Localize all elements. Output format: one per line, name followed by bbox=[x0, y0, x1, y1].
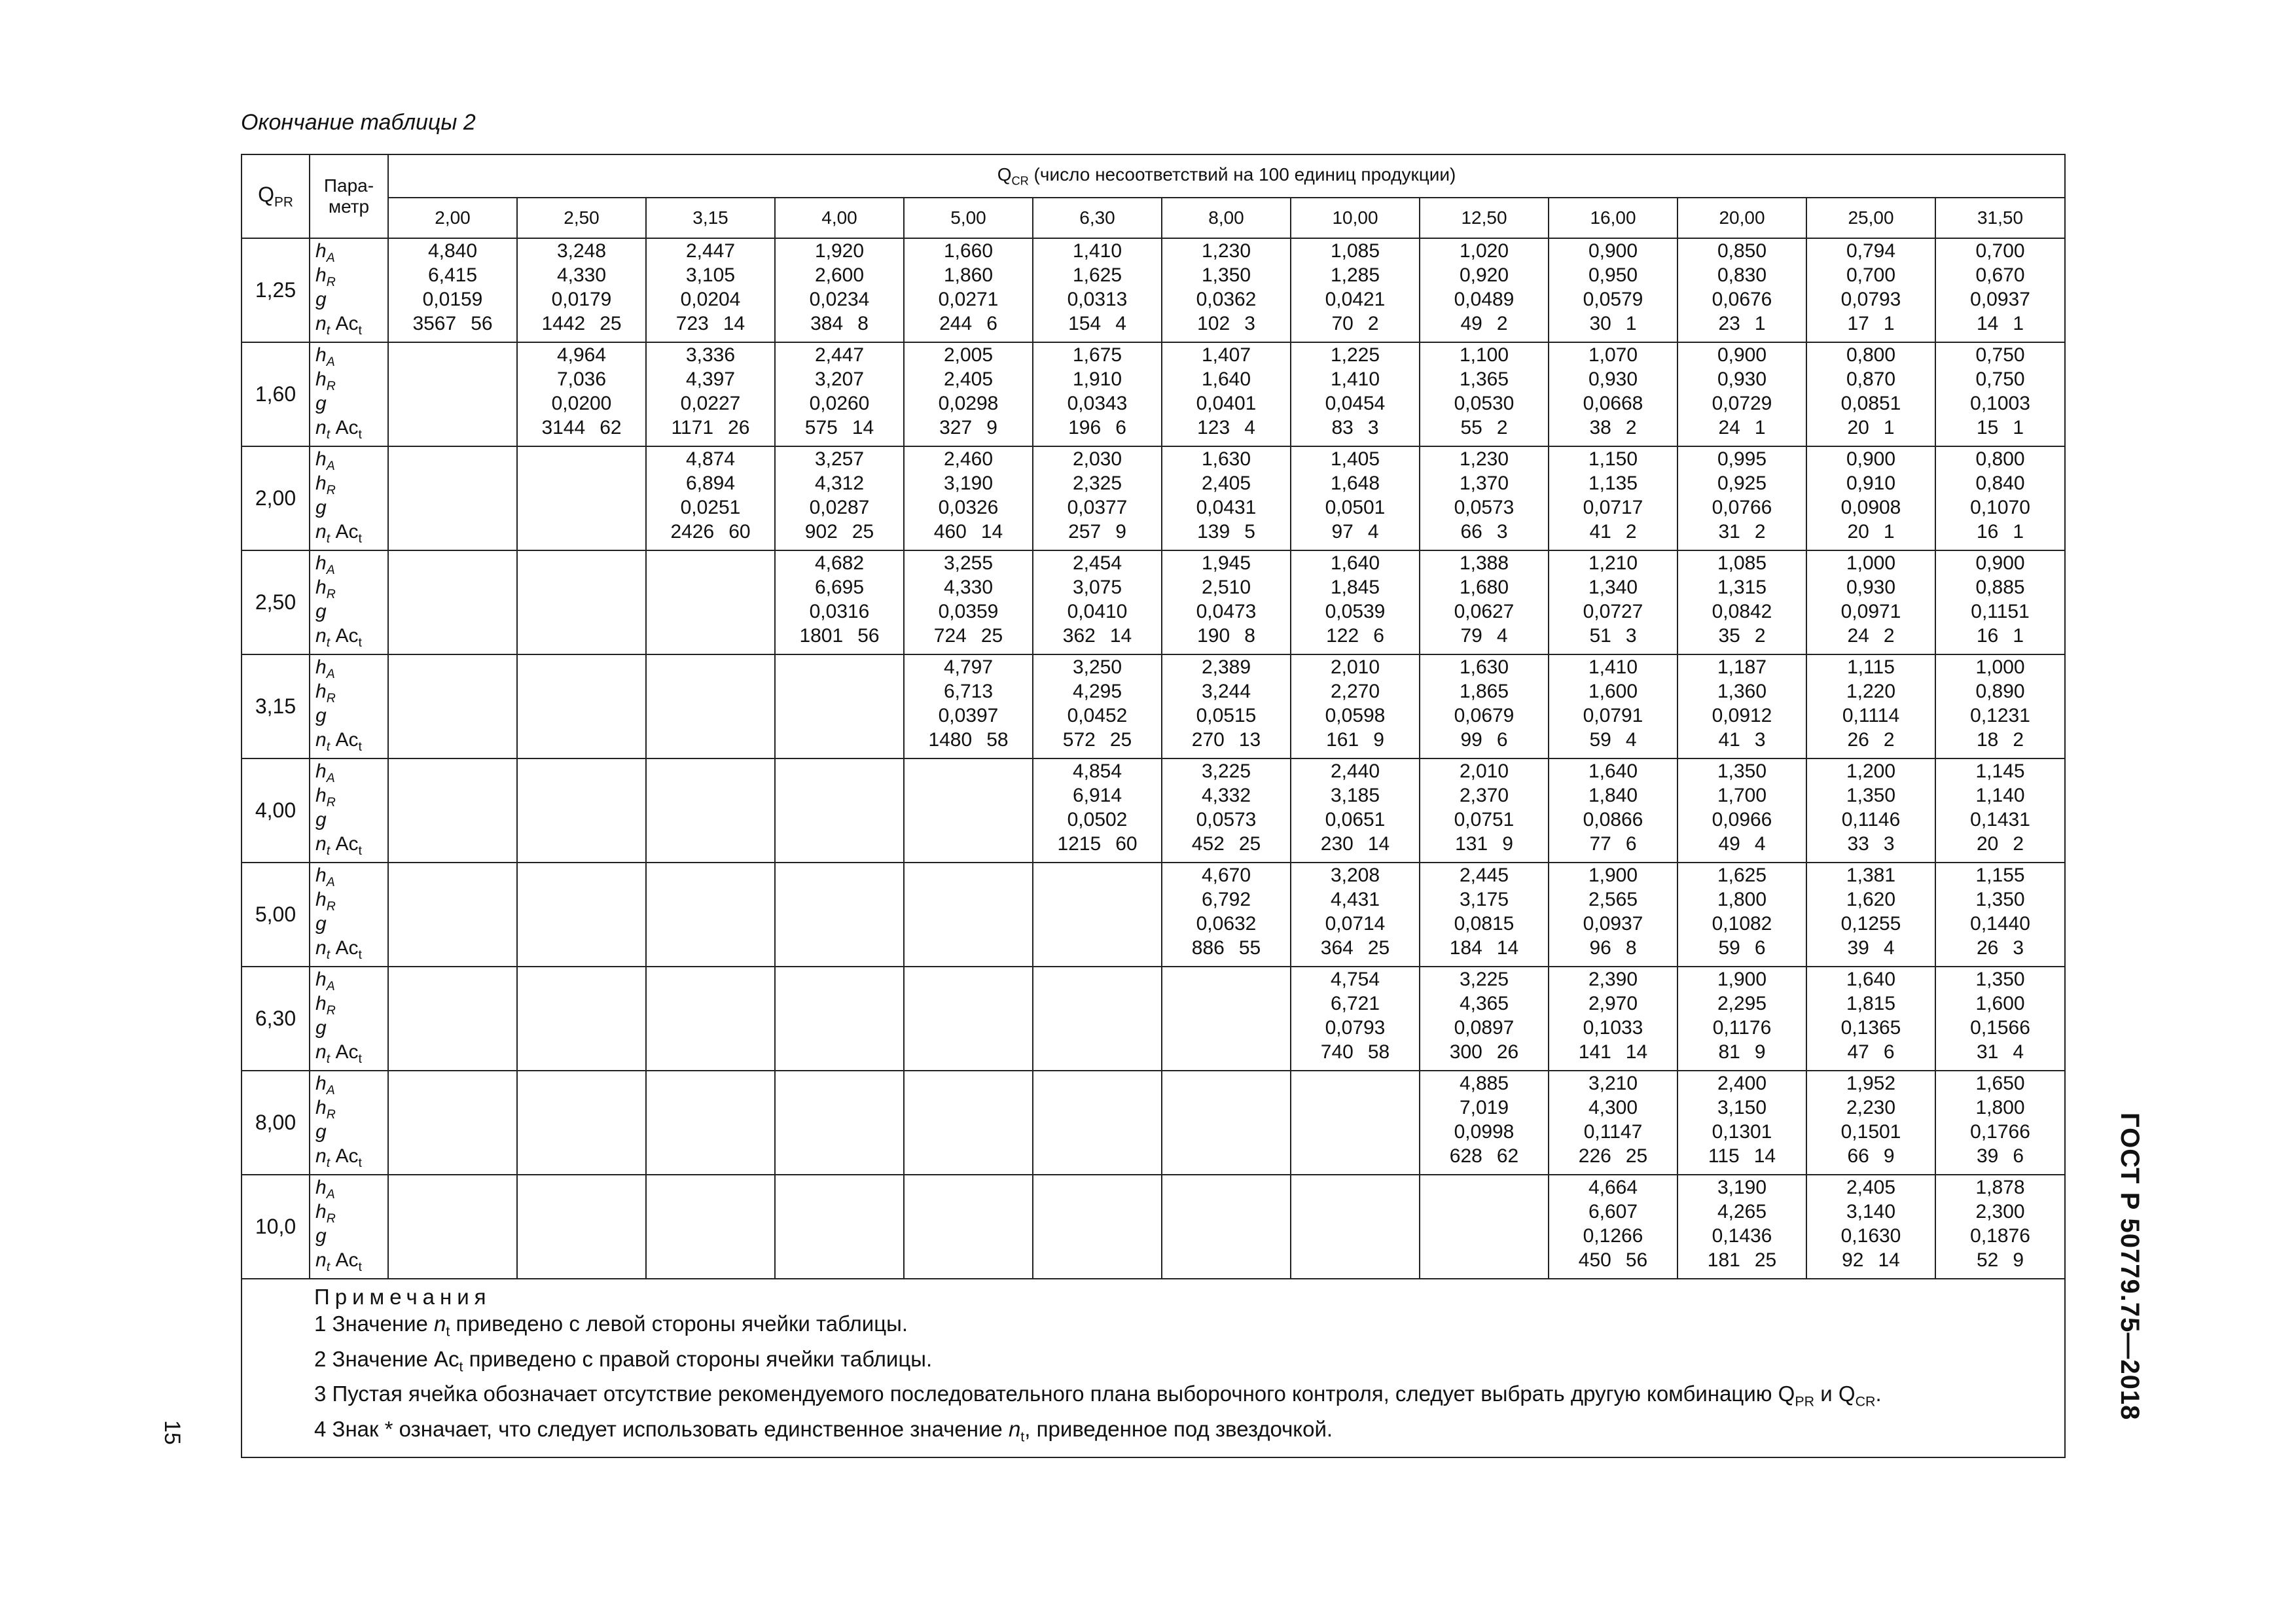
plan-cell: 0,800 0,870 0,0851 20 1 bbox=[1806, 342, 1935, 446]
plan-cell: 1,640 1,815 0,1365 47 6 bbox=[1806, 967, 1935, 1071]
plan-cell: 3,248 4,330 0,0179 1442 25 bbox=[517, 238, 646, 342]
plan-cell: 3,250 4,295 0,0452 572 25 bbox=[1033, 654, 1162, 758]
empty-cell bbox=[1162, 967, 1291, 1071]
plan-cell: 1,225 1,410 0,0454 83 3 bbox=[1291, 342, 1420, 446]
param-labels: $h_A$ $h_R$ g $n_t$ $Ac_t$ bbox=[310, 1175, 388, 1279]
table-row bbox=[242, 1175, 2065, 1279]
empty-cell bbox=[1033, 967, 1162, 1071]
plan-cell: 1,900 2,295 0,1176 81 9 bbox=[1677, 967, 1806, 1071]
plan-cell: 1,210 1,340 0,0727 51 3 bbox=[1549, 550, 1677, 654]
empty-cell bbox=[904, 1071, 1033, 1175]
plan-cell: 2,440 3,185 0,0651 230 14 bbox=[1291, 758, 1420, 863]
qpr-value: 1,25 bbox=[242, 238, 310, 342]
notes-section bbox=[242, 1279, 2065, 1457]
plan-cell: 1,150 1,135 0,0717 41 2 bbox=[1549, 446, 1677, 550]
empty-cell bbox=[1291, 1175, 1420, 1279]
plan-cell: 1,640 1,845 0,0539 122 6 bbox=[1291, 550, 1420, 654]
empty-cell bbox=[388, 863, 517, 967]
plan-cell: 1,000 0,930 0,0971 24 2 bbox=[1806, 550, 1935, 654]
empty-cell bbox=[388, 550, 517, 654]
plan-cell: 4,797 6,713 0,0397 1480 58 bbox=[904, 654, 1033, 758]
plan-cell: 0,995 0,925 0,0766 31 2 bbox=[1677, 446, 1806, 550]
plan-cell: 1,187 1,360 0,0912 41 3 bbox=[1677, 654, 1806, 758]
qpr-value: 8,00 bbox=[242, 1071, 310, 1175]
empty-cell bbox=[517, 654, 646, 758]
sampling-plan-table bbox=[241, 154, 2066, 1458]
empty-cell bbox=[646, 863, 775, 967]
plan-cell: 2,390 2,970 0,1033 141 14 bbox=[1549, 967, 1677, 1071]
table-caption: Окончание таблицы 2 bbox=[241, 110, 476, 135]
table-row bbox=[242, 863, 2065, 967]
qpr-value: 6,30 bbox=[242, 967, 310, 1071]
empty-cell bbox=[517, 758, 646, 863]
empty-cell bbox=[775, 863, 904, 967]
empty-cell bbox=[646, 1071, 775, 1175]
qcr-column-header: 25,00 bbox=[1806, 198, 1935, 238]
empty-cell bbox=[517, 1175, 646, 1279]
param-labels: $h_A$ $h_R$ g $n_t$ $Ac_t$ bbox=[310, 654, 388, 758]
empty-cell bbox=[517, 1071, 646, 1175]
param-labels: $h_A$ $h_R$ g $n_t$ $Ac_t$ bbox=[310, 446, 388, 550]
plan-cell: 2,445 3,175 0,0815 184 14 bbox=[1420, 863, 1549, 967]
empty-cell bbox=[517, 967, 646, 1071]
plan-cell: 3,255 4,330 0,0359 724 25 bbox=[904, 550, 1033, 654]
plan-cell: 1,630 2,405 0,0431 139 5 bbox=[1162, 446, 1291, 550]
qcr-column-header: 6,30 bbox=[1033, 198, 1162, 238]
empty-cell bbox=[775, 654, 904, 758]
plan-cell: 1,407 1,640 0,0401 123 4 bbox=[1162, 342, 1291, 446]
plan-cell: 2,389 3,244 0,0515 270 13 bbox=[1162, 654, 1291, 758]
empty-cell bbox=[775, 1175, 904, 1279]
empty-cell bbox=[388, 1071, 517, 1175]
empty-cell bbox=[775, 967, 904, 1071]
qcr-column-header: 16,00 bbox=[1549, 198, 1677, 238]
plan-cell: 0,850 0,830 0,0676 23 1 bbox=[1677, 238, 1806, 342]
plan-cell: 4,885 7,019 0,0998 628 62 bbox=[1420, 1071, 1549, 1175]
plan-cell: 1,155 1,350 0,1440 26 3 bbox=[1935, 863, 2065, 967]
empty-cell bbox=[646, 550, 775, 654]
qpr-value: 2,50 bbox=[242, 550, 310, 654]
plan-cell: 1,900 2,565 0,0937 96 8 bbox=[1549, 863, 1677, 967]
plan-cell: 0,700 0,670 0,0937 14 1 bbox=[1935, 238, 2065, 342]
plan-cell: 2,005 2,405 0,0298 327 9 bbox=[904, 342, 1033, 446]
plan-cell: 1,115 1,220 0,1114 26 2 bbox=[1806, 654, 1935, 758]
plan-cell: 1,405 1,648 0,0501 97 4 bbox=[1291, 446, 1420, 550]
plan-cell: 1,945 2,510 0,0473 190 8 bbox=[1162, 550, 1291, 654]
qpr-value: 3,15 bbox=[242, 654, 310, 758]
plan-cell: 1,230 1,370 0,0573 66 3 bbox=[1420, 446, 1549, 550]
plan-cell: 3,225 4,332 0,0573 452 25 bbox=[1162, 758, 1291, 863]
qpr-value: 4,00 bbox=[242, 758, 310, 863]
plan-cell: 1,145 1,140 0,1431 20 2 bbox=[1935, 758, 2065, 863]
plan-cell: 3,336 4,397 0,0227 1171 26 bbox=[646, 342, 775, 446]
plan-cell: 2,447 3,105 0,0204 723 14 bbox=[646, 238, 775, 342]
empty-cell bbox=[1033, 1071, 1162, 1175]
param-labels: $h_A$ $h_R$ g $n_t$ $Ac_t$ bbox=[310, 238, 388, 342]
plan-cell: 3,225 4,365 0,0897 300 26 bbox=[1420, 967, 1549, 1071]
plan-cell: 1,100 1,365 0,0530 55 2 bbox=[1420, 342, 1549, 446]
plan-cell: 4,754 6,721 0,0793 740 58 bbox=[1291, 967, 1420, 1071]
plan-cell: 1,660 1,860 0,0271 244 6 bbox=[904, 238, 1033, 342]
plan-cell: 1,085 1,315 0,0842 35 2 bbox=[1677, 550, 1806, 654]
plan-cell: 1,952 2,230 0,1501 66 9 bbox=[1806, 1071, 1935, 1175]
qpr-value: 5,00 bbox=[242, 863, 310, 967]
empty-cell bbox=[646, 967, 775, 1071]
plan-cell: 2,454 3,075 0,0410 362 14 bbox=[1033, 550, 1162, 654]
qcr-column-header: 31,50 bbox=[1935, 198, 2065, 238]
plan-cell: 1,350 1,700 0,0966 49 4 bbox=[1677, 758, 1806, 863]
plan-cell: 4,874 6,894 0,0251 2426 60 bbox=[646, 446, 775, 550]
empty-cell bbox=[646, 654, 775, 758]
document-code: ГОСТ Р 50779.75—2018 bbox=[2115, 1113, 2144, 1421]
plan-cell: 4,670 6,792 0,0632 886 55 bbox=[1162, 863, 1291, 967]
plan-cell: 1,230 1,350 0,0362 102 3 bbox=[1162, 238, 1291, 342]
empty-cell bbox=[646, 758, 775, 863]
plan-cell: 1,350 1,600 0,1566 31 4 bbox=[1935, 967, 2065, 1071]
plan-cell: 4,664 6,607 0,1266 450 56 bbox=[1549, 1175, 1677, 1279]
qpr-header: $Q_{PR}$ bbox=[242, 154, 310, 238]
plan-cell: 1,410 1,625 0,0313 154 4 bbox=[1033, 238, 1162, 342]
plan-cell: 0,900 0,910 0,0908 20 1 bbox=[1806, 446, 1935, 550]
param-labels: $h_A$ $h_R$ g $n_t$ $Ac_t$ bbox=[310, 863, 388, 967]
qcr-column-header: 12,50 bbox=[1420, 198, 1549, 238]
empty-cell bbox=[1162, 1071, 1291, 1175]
empty-cell bbox=[904, 967, 1033, 1071]
empty-cell bbox=[388, 654, 517, 758]
param-labels: $h_A$ $h_R$ g $n_t$ $Ac_t$ bbox=[310, 1071, 388, 1175]
table-row bbox=[242, 1071, 2065, 1175]
qcr-column-header: 20,00 bbox=[1677, 198, 1806, 238]
plan-cell: 0,800 0,840 0,1070 16 1 bbox=[1935, 446, 2065, 550]
param-header: Пара- метр bbox=[310, 154, 388, 238]
qpr-value: 1,60 bbox=[242, 342, 310, 446]
qcr-column-header: 4,00 bbox=[775, 198, 904, 238]
plan-cell: 2,010 2,370 0,0751 131 9 bbox=[1420, 758, 1549, 863]
table-row bbox=[242, 446, 2065, 550]
param-labels: $h_A$ $h_R$ g $n_t$ $Ac_t$ bbox=[310, 758, 388, 863]
plan-cell: 1,000 0,890 0,1231 18 2 bbox=[1935, 654, 2065, 758]
plan-cell: 2,460 3,190 0,0326 460 14 bbox=[904, 446, 1033, 550]
empty-cell bbox=[1420, 1175, 1549, 1279]
table-row bbox=[242, 967, 2065, 1071]
page-number: 15 bbox=[160, 1420, 185, 1445]
plan-cell: 2,400 3,150 0,1301 115 14 bbox=[1677, 1071, 1806, 1175]
plan-cell: 0,900 0,885 0,1151 16 1 bbox=[1935, 550, 2065, 654]
qcr-column-header: 10,00 bbox=[1291, 198, 1420, 238]
param-labels: $h_A$ $h_R$ g $n_t$ $Ac_t$ bbox=[310, 967, 388, 1071]
empty-cell bbox=[388, 446, 517, 550]
note-2: 2 Значение $Ac_t$ приведено с правой стороны ячейки таблицы. bbox=[314, 1346, 933, 1375]
qcr-column-header: 2,00 bbox=[388, 198, 517, 238]
plan-cell: 2,405 3,140 0,1630 92 14 bbox=[1806, 1175, 1935, 1279]
empty-cell bbox=[388, 758, 517, 863]
plan-cell: 1,200 1,350 0,1146 33 3 bbox=[1806, 758, 1935, 863]
empty-cell bbox=[517, 446, 646, 550]
qcr-column-header: 8,00 bbox=[1162, 198, 1291, 238]
empty-cell bbox=[904, 758, 1033, 863]
plan-cell: 4,964 7,036 0,0200 3144 62 bbox=[517, 342, 646, 446]
plan-cell: 2,447 3,207 0,0260 575 14 bbox=[775, 342, 904, 446]
table-row bbox=[242, 342, 2065, 446]
qcr-column-header: 3,15 bbox=[646, 198, 775, 238]
plan-cell: 1,410 1,600 0,0791 59 4 bbox=[1549, 654, 1677, 758]
plan-cell: 3,210 4,300 0,1147 226 25 bbox=[1549, 1071, 1677, 1175]
note-4: 4 Знак * означает, что следует использовать единственное значение $n_t$, приведенное под звездочкой. bbox=[314, 1416, 1333, 1445]
plan-cell: 4,854 6,914 0,0502 1215 60 bbox=[1033, 758, 1162, 863]
table-row bbox=[242, 238, 2065, 342]
plan-cell: 1,625 1,800 0,1082 59 6 bbox=[1677, 863, 1806, 967]
column-header-row bbox=[242, 198, 2065, 238]
empty-cell bbox=[646, 1175, 775, 1279]
plan-cell: 1,675 1,910 0,0343 196 6 bbox=[1033, 342, 1162, 446]
notes-title: Примечания bbox=[314, 1285, 492, 1309]
plan-cell: 2,030 2,325 0,0377 257 9 bbox=[1033, 446, 1162, 550]
table-row bbox=[242, 550, 2065, 654]
plan-cell: 1,020 0,920 0,0489 49 2 bbox=[1420, 238, 1549, 342]
plan-cell: 1,381 1,620 0,1255 39 4 bbox=[1806, 863, 1935, 967]
empty-cell bbox=[1033, 863, 1162, 967]
plan-cell: 0,794 0,700 0,0793 17 1 bbox=[1806, 238, 1935, 342]
empty-cell bbox=[904, 1175, 1033, 1279]
plan-cell: 1,070 0,930 0,0668 38 2 bbox=[1549, 342, 1677, 446]
param-labels: $h_A$ $h_R$ g $n_t$ $Ac_t$ bbox=[310, 342, 388, 446]
empty-cell bbox=[1291, 1071, 1420, 1175]
plan-cell: 4,682 6,695 0,0316 1801 56 bbox=[775, 550, 904, 654]
empty-cell bbox=[775, 758, 904, 863]
table-row bbox=[242, 758, 2065, 863]
plan-cell: 1,630 1,865 0,0679 99 6 bbox=[1420, 654, 1549, 758]
qpr-value: 2,00 bbox=[242, 446, 310, 550]
plan-cell: 1,650 1,800 0,1766 39 6 bbox=[1935, 1071, 2065, 1175]
plan-cell: 3,208 4,431 0,0714 364 25 bbox=[1291, 863, 1420, 967]
plan-cell: 0,900 0,930 0,0729 24 1 bbox=[1677, 342, 1806, 446]
empty-cell bbox=[517, 863, 646, 967]
note-3: 3 Пустая ячейка обозначает отсутствие рекомендуемого последовательного плана выборочного контроля, следует выбрать другую комбинацию $Q_{PR}$ и $Q_{CR}$. bbox=[314, 1382, 1882, 1410]
empty-cell bbox=[517, 550, 646, 654]
plan-cell: 1,085 1,285 0,0421 70 2 bbox=[1291, 238, 1420, 342]
plan-cell: 0,900 0,950 0,0579 30 1 bbox=[1549, 238, 1677, 342]
empty-cell bbox=[775, 1071, 904, 1175]
note-1: 1 Значение $n_t$ приведено с левой стороны ячейки таблицы. bbox=[314, 1311, 908, 1340]
qcr-header: $Q_{CR}$ (число несоответствий на 100 единиц продукции) bbox=[388, 154, 2065, 198]
empty-cell bbox=[388, 342, 517, 446]
plan-cell: 3,257 4,312 0,0287 902 25 bbox=[775, 446, 904, 550]
plan-cell: 1,640 1,840 0,0866 77 6 bbox=[1549, 758, 1677, 863]
plan-cell: 1,920 2,600 0,0234 384 8 bbox=[775, 238, 904, 342]
plan-cell: 2,010 2,270 0,0598 161 9 bbox=[1291, 654, 1420, 758]
empty-cell bbox=[904, 863, 1033, 967]
qpr-value: 10,0 bbox=[242, 1175, 310, 1279]
empty-cell bbox=[1162, 1175, 1291, 1279]
plan-cell: 1,878 2,300 0,1876 52 9 bbox=[1935, 1175, 2065, 1279]
empty-cell bbox=[388, 967, 517, 1071]
empty-cell bbox=[1033, 1175, 1162, 1279]
empty-cell bbox=[388, 1175, 517, 1279]
qcr-column-header: 2,50 bbox=[517, 198, 646, 238]
plan-cell: 0,750 0,750 0,1003 15 1 bbox=[1935, 342, 2065, 446]
table-row bbox=[242, 654, 2065, 758]
qcr-column-header: 5,00 bbox=[904, 198, 1033, 238]
param-labels: $h_A$ $h_R$ g $n_t$ $Ac_t$ bbox=[310, 550, 388, 654]
plan-cell: 4,840 6,415 0,0159 3567 56 bbox=[388, 238, 517, 342]
plan-cell: 1,388 1,680 0,0627 79 4 bbox=[1420, 550, 1549, 654]
plan-cell: 3,190 4,265 0,1436 181 25 bbox=[1677, 1175, 1806, 1279]
